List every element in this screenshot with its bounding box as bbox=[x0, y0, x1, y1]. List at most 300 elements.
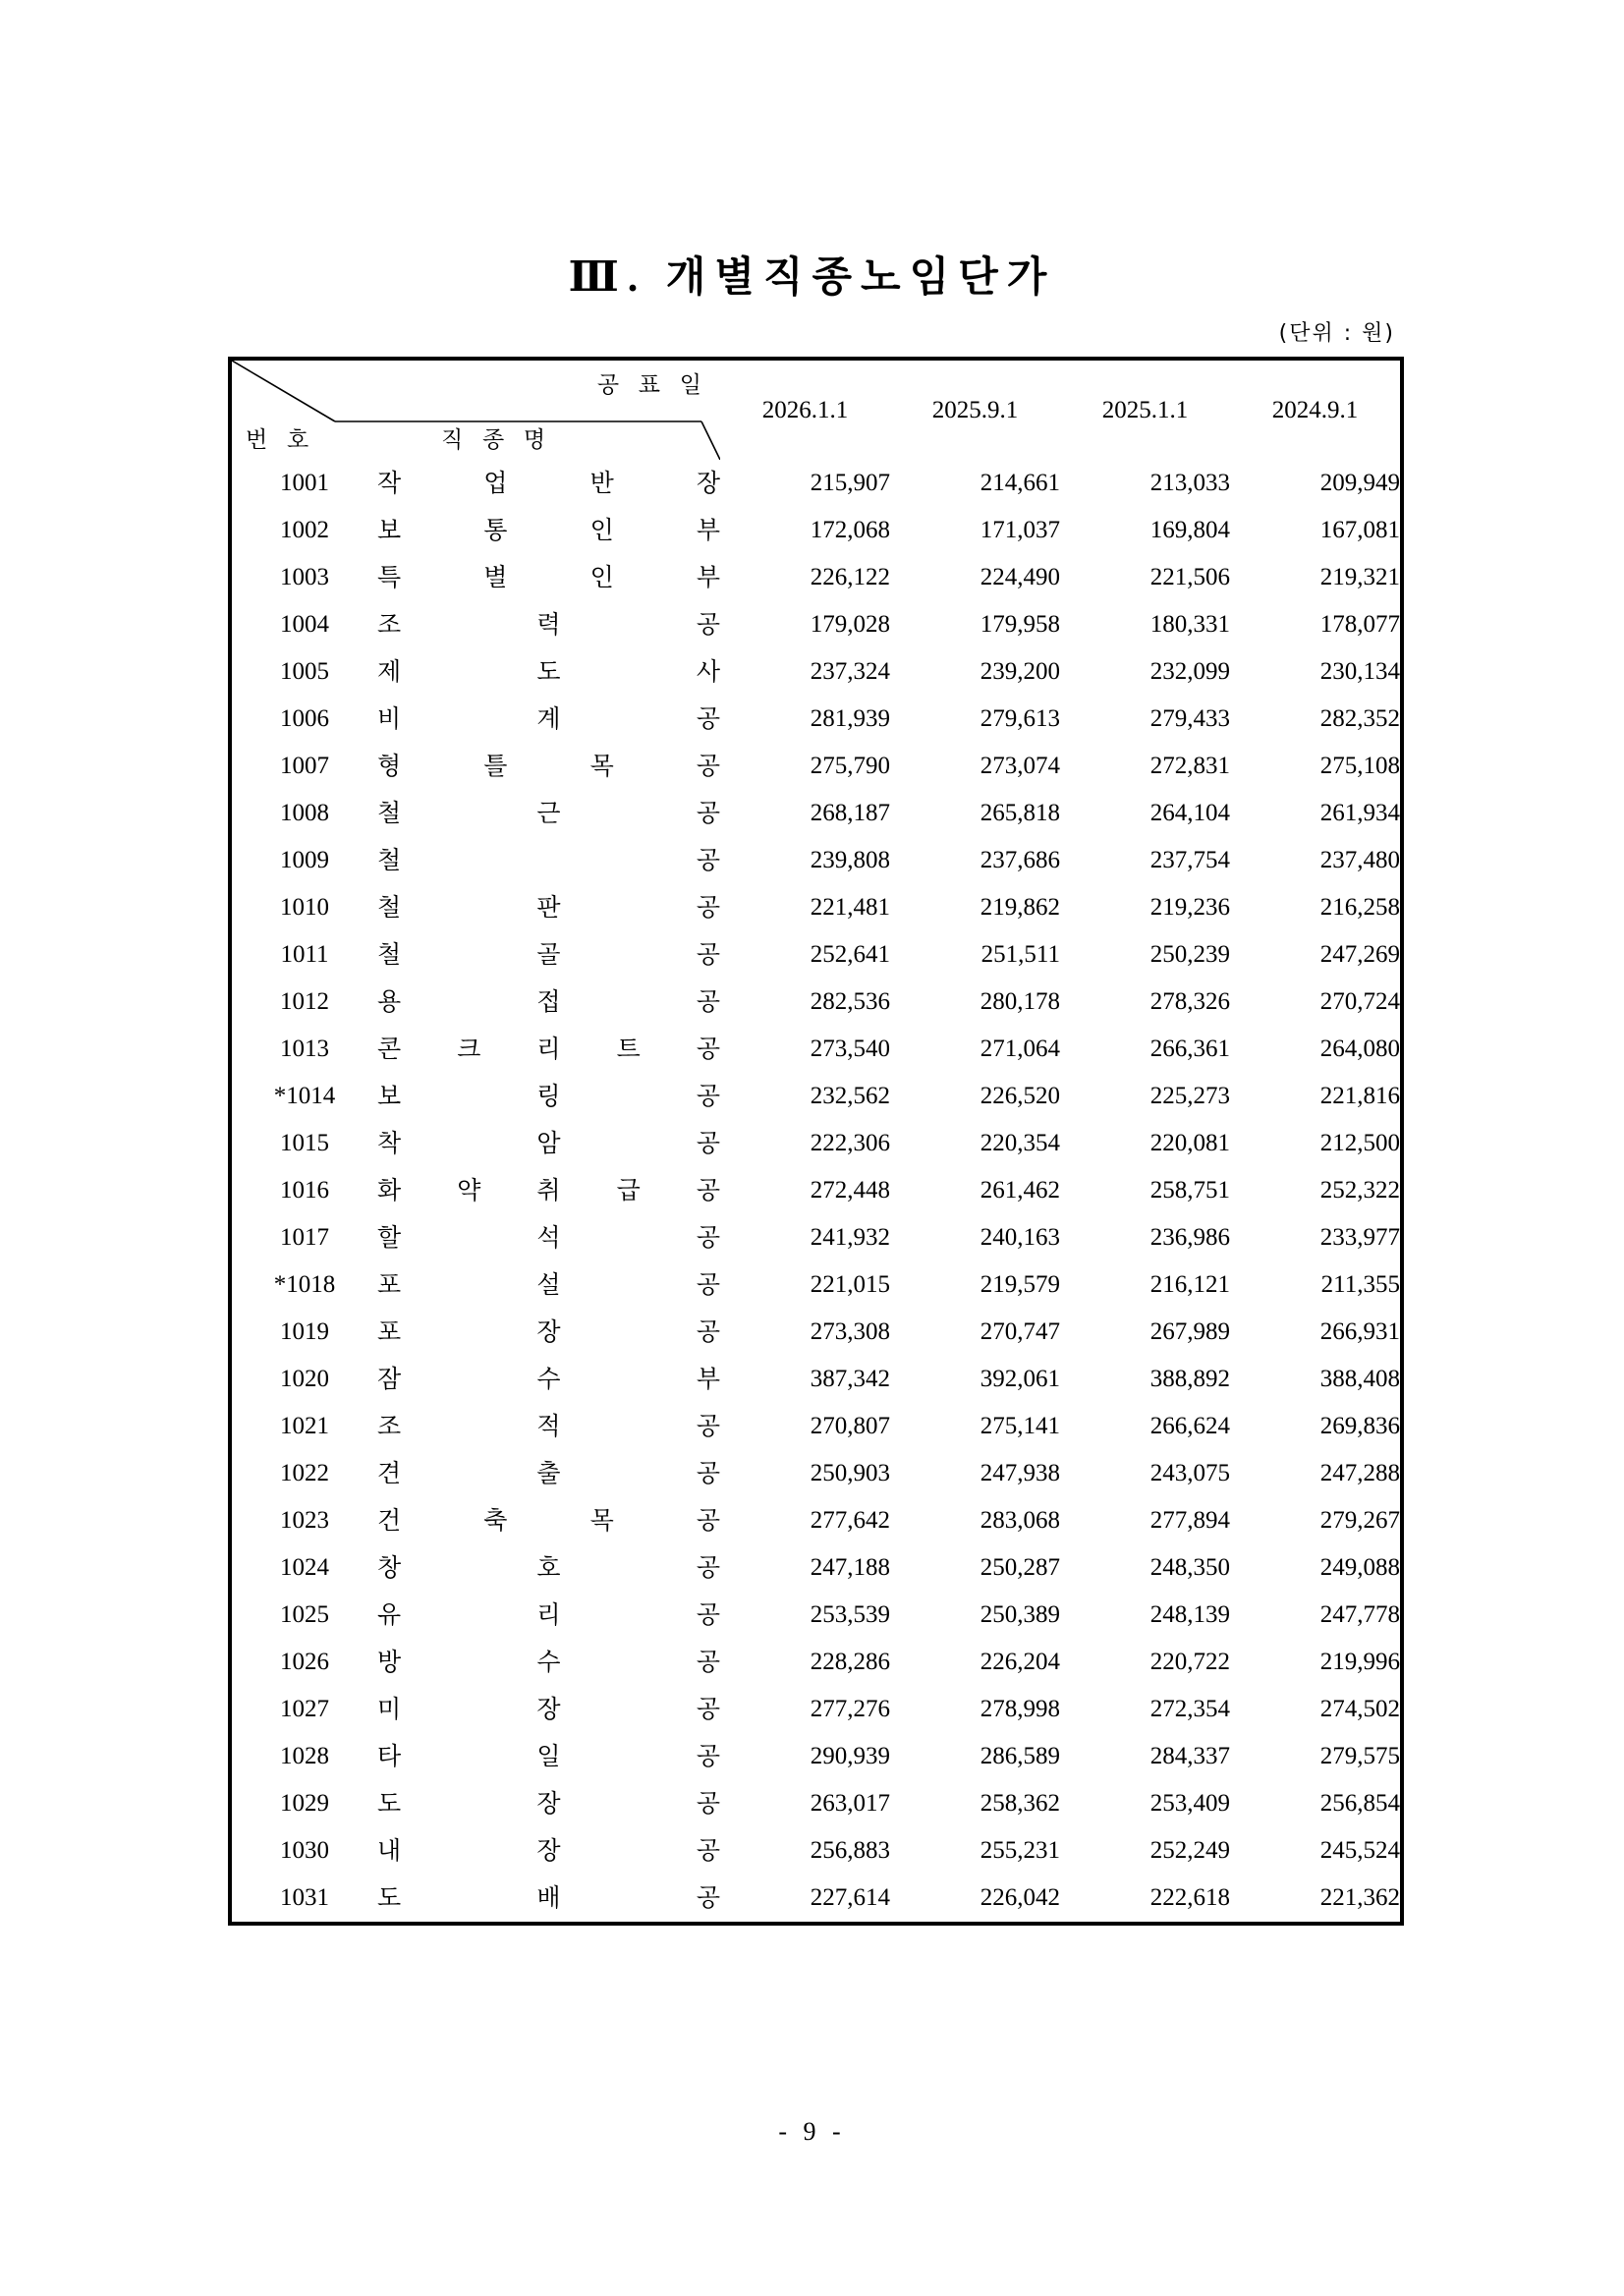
row-rate-value: 388,892 bbox=[1149, 1366, 1230, 1392]
row-rate-value: 279,433 bbox=[1149, 705, 1230, 732]
row-rate-value: 251,511 bbox=[980, 941, 1060, 968]
job-name-char: 공 bbox=[696, 800, 720, 827]
row-rate-value: 226,042 bbox=[980, 1884, 1060, 1911]
job-name-char: 부 bbox=[696, 517, 720, 544]
row-rate-value: 250,903 bbox=[810, 1460, 890, 1486]
row-rate-value: 286,589 bbox=[980, 1743, 1060, 1769]
row-rate-value: 264,080 bbox=[1319, 1036, 1400, 1062]
row-rate-value: 249,088 bbox=[1319, 1554, 1400, 1581]
table-row bbox=[232, 1167, 1400, 1214]
job-name-chars bbox=[377, 519, 720, 543]
row-job-name bbox=[377, 1403, 720, 1450]
job-name-char: 축 bbox=[483, 1507, 508, 1535]
job-name-char: 공 bbox=[696, 611, 720, 639]
job-name-char: 공 bbox=[696, 941, 720, 969]
job-name-char: 공 bbox=[696, 1177, 720, 1204]
row-code: *1018 bbox=[273, 1271, 336, 1298]
job-name-char: 수 bbox=[536, 1649, 561, 1676]
row-rate-value: 272,354 bbox=[1149, 1696, 1230, 1722]
job-name-char: 공 bbox=[696, 1318, 720, 1346]
job-name-char: 작 bbox=[377, 470, 402, 497]
job-name-char: 공 bbox=[696, 1554, 720, 1582]
job-name-char: 일 bbox=[536, 1743, 561, 1770]
table-row bbox=[232, 1686, 1400, 1733]
row-rate-value: 172,068 bbox=[810, 517, 890, 543]
job-name-char: 도 bbox=[377, 1884, 402, 1912]
job-name-char: 력 bbox=[536, 611, 561, 639]
job-name-char: 공 bbox=[696, 894, 720, 922]
rates-table bbox=[232, 361, 1400, 1922]
row-rate-value: 263,017 bbox=[810, 1790, 890, 1817]
row-rate-value: 219,579 bbox=[980, 1271, 1060, 1298]
row-job-name bbox=[377, 1214, 720, 1261]
job-name-char: 업 bbox=[483, 470, 508, 497]
row-rate-value: 267,989 bbox=[1149, 1318, 1230, 1345]
job-name-chars bbox=[377, 1085, 720, 1109]
row-rate-value: 284,337 bbox=[1149, 1743, 1230, 1769]
row-code: 1004 bbox=[280, 611, 329, 638]
job-name-chars bbox=[377, 1368, 720, 1392]
job-name-char: 포 bbox=[377, 1271, 402, 1299]
row-rate-value: 252,641 bbox=[810, 941, 890, 968]
job-name-chars bbox=[377, 1603, 720, 1628]
job-name-char: 설 bbox=[536, 1271, 561, 1299]
job-name-char: 목 bbox=[589, 1507, 614, 1535]
row-rate-value: 226,520 bbox=[980, 1083, 1060, 1109]
row-rate-value: 236,986 bbox=[1149, 1224, 1230, 1251]
job-name-char: 철 bbox=[377, 800, 402, 827]
job-name-char: 인 bbox=[589, 517, 614, 544]
row-rate-value: 269,836 bbox=[1319, 1413, 1400, 1439]
table-row bbox=[232, 554, 1400, 601]
job-name-char: 화 bbox=[377, 1177, 402, 1204]
row-rate-value: 277,276 bbox=[810, 1696, 890, 1722]
row-code: 1023 bbox=[280, 1507, 329, 1534]
job-name-char: 콘 bbox=[377, 1036, 402, 1063]
job-name-char: 건 bbox=[377, 1507, 402, 1535]
job-name-chars bbox=[377, 990, 720, 1015]
row-rate-value: 179,028 bbox=[810, 611, 890, 638]
row-rate-value: 220,354 bbox=[980, 1130, 1060, 1156]
row-code: 1006 bbox=[280, 705, 329, 732]
row-rate-value: 225,273 bbox=[1149, 1083, 1230, 1109]
table-row bbox=[232, 837, 1400, 884]
job-name-chars bbox=[377, 566, 720, 590]
row-rate-value: 226,204 bbox=[980, 1649, 1060, 1675]
job-name-char: 접 bbox=[536, 988, 561, 1016]
row-code: 1030 bbox=[280, 1837, 329, 1864]
job-name-char: 타 bbox=[377, 1743, 402, 1770]
row-job-name bbox=[377, 1639, 720, 1686]
table-row bbox=[232, 1592, 1400, 1639]
row-code: 1009 bbox=[280, 847, 329, 873]
job-name-char: 공 bbox=[696, 1413, 720, 1440]
row-rate-value: 261,462 bbox=[980, 1177, 1060, 1204]
row-job-name bbox=[377, 696, 720, 743]
row-job-name bbox=[377, 1875, 720, 1922]
table-body bbox=[232, 460, 1400, 1922]
row-rate-value: 239,808 bbox=[810, 847, 890, 873]
row-rate-value: 247,778 bbox=[1319, 1601, 1400, 1628]
table-row bbox=[232, 507, 1400, 554]
job-name-char: 비 bbox=[377, 705, 402, 733]
table-row bbox=[232, 931, 1400, 979]
job-name-chars bbox=[377, 1698, 720, 1722]
rates-table-container bbox=[228, 357, 1404, 1926]
table-row bbox=[232, 979, 1400, 1026]
row-job-name bbox=[377, 507, 720, 554]
job-name-chars bbox=[377, 755, 720, 779]
job-name-chars bbox=[377, 1132, 720, 1156]
row-job-name bbox=[377, 1261, 720, 1309]
table-header-row bbox=[232, 361, 1400, 460]
row-code: 1008 bbox=[280, 800, 329, 826]
row-rate-value: 247,938 bbox=[980, 1460, 1060, 1486]
row-rate-value: 219,862 bbox=[980, 894, 1060, 921]
row-rate-value: 268,187 bbox=[810, 800, 890, 826]
table-row bbox=[232, 1875, 1400, 1922]
row-rate-value: 178,077 bbox=[1319, 611, 1400, 638]
row-job-name bbox=[377, 1592, 720, 1639]
row-rate-value: 273,074 bbox=[980, 753, 1060, 779]
table-row bbox=[232, 648, 1400, 696]
row-code: 1011 bbox=[280, 941, 329, 968]
row-code: 1017 bbox=[280, 1224, 329, 1251]
job-name-chars bbox=[377, 1415, 720, 1439]
header-date-0: 2026.1.1 bbox=[761, 396, 849, 423]
row-rate-value: 237,324 bbox=[810, 658, 890, 685]
job-name-char: 공 bbox=[696, 1130, 720, 1157]
row-code: 1028 bbox=[280, 1743, 329, 1769]
row-job-name bbox=[377, 1686, 720, 1733]
job-name-char: 내 bbox=[377, 1837, 402, 1865]
job-name-chars bbox=[377, 1320, 720, 1345]
job-name-char: 견 bbox=[377, 1460, 402, 1487]
job-name-char: 형 bbox=[377, 753, 402, 780]
row-rate-value: 230,134 bbox=[1319, 658, 1400, 685]
row-job-name bbox=[377, 1167, 720, 1214]
row-job-name bbox=[377, 1544, 720, 1592]
row-code: 1022 bbox=[280, 1460, 329, 1486]
row-rate-value: 265,818 bbox=[980, 800, 1060, 826]
job-name-char: 착 bbox=[377, 1130, 402, 1157]
row-rate-value: 216,258 bbox=[1319, 894, 1400, 921]
job-name-char: 배 bbox=[536, 1884, 561, 1912]
row-rate-value: 261,934 bbox=[1319, 800, 1400, 826]
job-name-char: 창 bbox=[377, 1554, 402, 1582]
row-rate-value: 227,614 bbox=[810, 1884, 890, 1911]
job-name-char: 용 bbox=[377, 988, 402, 1016]
row-job-name bbox=[377, 1120, 720, 1167]
row-rate-value: 221,816 bbox=[1319, 1083, 1400, 1109]
job-name-char: 장 bbox=[536, 1318, 561, 1346]
row-rate-value: 273,308 bbox=[810, 1318, 890, 1345]
row-rate-value: 277,894 bbox=[1149, 1507, 1230, 1534]
row-job-name bbox=[377, 1309, 720, 1356]
job-name-char: 골 bbox=[536, 941, 561, 969]
job-name-chars bbox=[377, 1509, 720, 1534]
row-rate-value: 275,108 bbox=[1319, 753, 1400, 779]
job-name-char: 반 bbox=[589, 470, 614, 497]
job-name-char: 사 bbox=[696, 658, 720, 686]
job-name-char: 도 bbox=[377, 1790, 402, 1818]
row-code: 1021 bbox=[280, 1413, 329, 1439]
job-name-char: 할 bbox=[377, 1224, 402, 1252]
job-name-char: 공 bbox=[696, 1460, 720, 1487]
job-name-chars bbox=[377, 613, 720, 638]
job-name-char: 판 bbox=[536, 894, 561, 922]
header-date-2: 2025.1.1 bbox=[1101, 396, 1189, 423]
row-rate-value: 271,064 bbox=[980, 1036, 1060, 1062]
row-rate-value: 220,722 bbox=[1149, 1649, 1230, 1675]
row-job-name bbox=[377, 979, 720, 1026]
row-rate-value: 219,321 bbox=[1319, 564, 1400, 590]
job-name-char: 목 bbox=[589, 753, 614, 780]
table-row bbox=[232, 1356, 1400, 1403]
row-rate-value: 256,854 bbox=[1319, 1790, 1400, 1817]
row-rate-value: 275,141 bbox=[980, 1413, 1060, 1439]
row-job-name bbox=[377, 1497, 720, 1544]
row-rate-value: 274,502 bbox=[1319, 1696, 1400, 1722]
job-name-char: 공 bbox=[696, 847, 720, 874]
job-name-chars bbox=[377, 707, 720, 732]
job-name-char: 방 bbox=[377, 1649, 402, 1676]
row-code: 1024 bbox=[280, 1554, 329, 1581]
table-row bbox=[232, 1544, 1400, 1592]
row-code: 1029 bbox=[280, 1790, 329, 1817]
table-row bbox=[232, 1261, 1400, 1309]
job-name-char: 도 bbox=[536, 658, 561, 686]
job-name-chars bbox=[377, 660, 720, 685]
row-job-name bbox=[377, 931, 720, 979]
row-code: 1015 bbox=[280, 1130, 329, 1156]
row-rate-value: 211,355 bbox=[1320, 1271, 1400, 1298]
row-rate-value: 277,642 bbox=[810, 1507, 890, 1534]
row-rate-value: 252,249 bbox=[1149, 1837, 1230, 1864]
job-name-chars bbox=[377, 802, 720, 826]
table-head bbox=[232, 361, 1400, 460]
row-rate-value: 247,288 bbox=[1319, 1460, 1400, 1486]
row-rate-value: 278,998 bbox=[980, 1696, 1060, 1722]
job-name-char: 취 bbox=[536, 1177, 561, 1204]
job-name-char: 포 bbox=[377, 1318, 402, 1346]
job-name-char: 특 bbox=[377, 564, 402, 591]
job-name-chars bbox=[377, 943, 720, 968]
job-name-char: 철 bbox=[377, 894, 402, 922]
unit-note: (단위 : 원) bbox=[1278, 321, 1395, 346]
row-rate-value: 250,287 bbox=[980, 1554, 1060, 1581]
row-code: 1020 bbox=[280, 1366, 329, 1392]
header-corner-cell bbox=[232, 361, 720, 460]
row-job-name bbox=[377, 1733, 720, 1780]
job-name-char: 트 bbox=[616, 1036, 641, 1063]
row-rate-value: 282,352 bbox=[1319, 705, 1400, 732]
row-job-name bbox=[377, 554, 720, 601]
row-rate-value: 237,686 bbox=[980, 847, 1060, 873]
row-rate-value: 221,362 bbox=[1319, 1884, 1400, 1911]
row-rate-value: 272,831 bbox=[1149, 753, 1230, 779]
job-name-char: 보 bbox=[377, 517, 402, 544]
row-code: 1007 bbox=[280, 753, 329, 779]
job-name-chars bbox=[377, 896, 720, 921]
row-job-name bbox=[377, 837, 720, 884]
row-rate-value: 171,037 bbox=[980, 517, 1060, 543]
row-rate-value: 219,236 bbox=[1149, 894, 1230, 921]
row-rate-value: 250,239 bbox=[1149, 941, 1230, 968]
job-name-char: 암 bbox=[536, 1130, 561, 1157]
job-name-char: 공 bbox=[696, 988, 720, 1016]
row-rate-value: 248,350 bbox=[1149, 1554, 1230, 1581]
job-name-char: 인 bbox=[589, 564, 614, 591]
job-name-chars bbox=[377, 1792, 720, 1817]
row-rate-value: 212,500 bbox=[1319, 1130, 1400, 1156]
job-name-char: 크 bbox=[457, 1036, 481, 1063]
row-rate-value: 167,081 bbox=[1319, 517, 1400, 543]
row-rate-value: 270,807 bbox=[810, 1413, 890, 1439]
row-code: 1016 bbox=[280, 1177, 329, 1204]
row-code: 1005 bbox=[280, 658, 329, 685]
row-rate-value: 169,804 bbox=[1149, 517, 1230, 543]
table-row bbox=[232, 790, 1400, 837]
job-name-char: 호 bbox=[536, 1554, 561, 1582]
job-name-char: 제 bbox=[377, 658, 402, 686]
row-code: 1003 bbox=[280, 564, 329, 590]
row-rate-value: 279,575 bbox=[1319, 1743, 1400, 1769]
job-name-chars bbox=[377, 1226, 720, 1251]
row-job-name bbox=[377, 1827, 720, 1875]
job-name-chars bbox=[377, 1556, 720, 1581]
row-rate-value: 290,939 bbox=[810, 1743, 890, 1769]
row-rate-value: 219,996 bbox=[1319, 1649, 1400, 1675]
row-job-name bbox=[377, 1780, 720, 1827]
row-code: *1014 bbox=[273, 1083, 336, 1109]
table-row bbox=[232, 1497, 1400, 1544]
table-row bbox=[232, 1073, 1400, 1120]
job-name-char: 공 bbox=[696, 1790, 720, 1818]
row-rate-value: 233,977 bbox=[1319, 1224, 1400, 1251]
row-rate-value: 387,342 bbox=[810, 1366, 890, 1392]
job-name-char: 링 bbox=[536, 1083, 561, 1110]
row-rate-value: 253,409 bbox=[1149, 1790, 1230, 1817]
row-rate-value: 215,907 bbox=[810, 470, 890, 496]
row-rate-value: 283,068 bbox=[980, 1507, 1060, 1534]
row-rate-value: 247,188 bbox=[810, 1554, 890, 1581]
job-name-char: 별 bbox=[483, 564, 508, 591]
row-code: 1026 bbox=[280, 1649, 329, 1675]
job-name-char: 출 bbox=[536, 1460, 561, 1487]
row-rate-value: 213,033 bbox=[1149, 470, 1230, 496]
job-name-char: 공 bbox=[696, 1649, 720, 1676]
job-name-char: 장 bbox=[536, 1837, 561, 1865]
job-name-char: 공 bbox=[696, 1696, 720, 1723]
job-name-char: 공 bbox=[696, 1036, 720, 1063]
row-rate-value: 237,754 bbox=[1149, 847, 1230, 873]
page-title: Ⅲ. 개별직종노임단가 bbox=[568, 255, 1056, 301]
job-name-char: 공 bbox=[696, 1271, 720, 1299]
row-rate-value: 209,949 bbox=[1319, 470, 1400, 496]
row-rate-value: 252,322 bbox=[1319, 1177, 1400, 1204]
job-name-char: 철 bbox=[377, 941, 402, 969]
row-rate-value: 243,075 bbox=[1149, 1460, 1230, 1486]
job-name-char: 조 bbox=[377, 1413, 402, 1440]
row-rate-value: 280,178 bbox=[980, 988, 1060, 1015]
job-name-char: 공 bbox=[696, 1743, 720, 1770]
row-rate-value: 247,269 bbox=[1319, 941, 1400, 968]
job-name-char: 공 bbox=[696, 1837, 720, 1865]
job-name-char: 조 bbox=[377, 611, 402, 639]
row-rate-value: 220,081 bbox=[1149, 1130, 1230, 1156]
row-rate-value: 232,099 bbox=[1149, 658, 1230, 685]
job-name-chars bbox=[377, 849, 720, 873]
row-rate-value: 266,931 bbox=[1319, 1318, 1400, 1345]
row-rate-value: 180,331 bbox=[1149, 611, 1230, 638]
job-name-char: 적 bbox=[536, 1413, 561, 1440]
row-code: 1019 bbox=[280, 1318, 329, 1345]
job-name-char: 근 bbox=[536, 800, 561, 827]
job-name-chars bbox=[377, 1839, 720, 1864]
row-rate-value: 275,790 bbox=[810, 753, 890, 779]
table-row bbox=[232, 1309, 1400, 1356]
table-row bbox=[232, 1733, 1400, 1780]
job-name-char: 부 bbox=[696, 1366, 720, 1393]
job-name-char: 공 bbox=[696, 705, 720, 733]
row-rate-value: 241,932 bbox=[810, 1224, 890, 1251]
job-name-char: 리 bbox=[536, 1601, 561, 1629]
job-name-char: 공 bbox=[696, 1507, 720, 1535]
job-name-char: 계 bbox=[536, 705, 561, 733]
job-name-chars bbox=[377, 1273, 720, 1298]
row-job-name bbox=[377, 460, 720, 507]
row-code: 1025 bbox=[280, 1601, 329, 1628]
job-name-chars bbox=[377, 1651, 720, 1675]
row-code: 1013 bbox=[280, 1036, 329, 1062]
job-name-char: 약 bbox=[457, 1177, 481, 1204]
row-job-name bbox=[377, 1450, 720, 1497]
row-code: 1010 bbox=[280, 894, 329, 921]
job-name-char: 공 bbox=[696, 1601, 720, 1629]
job-name-chars bbox=[377, 472, 720, 496]
row-job-name bbox=[377, 1073, 720, 1120]
row-code: 1001 bbox=[280, 470, 329, 496]
row-rate-value: 226,122 bbox=[810, 564, 890, 590]
row-rate-value: 248,139 bbox=[1149, 1601, 1230, 1628]
job-name-char: 장 bbox=[536, 1696, 561, 1723]
job-name-char: 급 bbox=[616, 1177, 641, 1204]
table-row bbox=[232, 1827, 1400, 1875]
row-rate-value: 388,408 bbox=[1319, 1366, 1400, 1392]
table-row bbox=[232, 1450, 1400, 1497]
job-name-char: 미 bbox=[377, 1696, 402, 1723]
row-rate-value: 273,540 bbox=[810, 1036, 890, 1062]
row-rate-value: 250,389 bbox=[980, 1601, 1060, 1628]
row-rate-value: 253,539 bbox=[810, 1601, 890, 1628]
table-row bbox=[232, 601, 1400, 648]
row-code: 1002 bbox=[280, 517, 329, 543]
row-rate-value: 278,326 bbox=[1149, 988, 1230, 1015]
job-name-chars bbox=[377, 1886, 720, 1911]
row-rate-value: 228,286 bbox=[810, 1649, 890, 1675]
row-rate-value: 222,306 bbox=[810, 1130, 890, 1156]
row-rate-value: 245,524 bbox=[1319, 1837, 1400, 1864]
row-rate-value: 266,361 bbox=[1149, 1036, 1230, 1062]
row-job-name bbox=[377, 790, 720, 837]
job-name-char: 부 bbox=[696, 564, 720, 591]
header-label-job-name: 직 종 명 bbox=[441, 427, 553, 452]
row-job-name bbox=[377, 743, 720, 790]
row-rate-value: 258,362 bbox=[980, 1790, 1060, 1817]
job-name-char: 철 bbox=[377, 847, 402, 874]
job-name-char: 리 bbox=[536, 1036, 561, 1063]
